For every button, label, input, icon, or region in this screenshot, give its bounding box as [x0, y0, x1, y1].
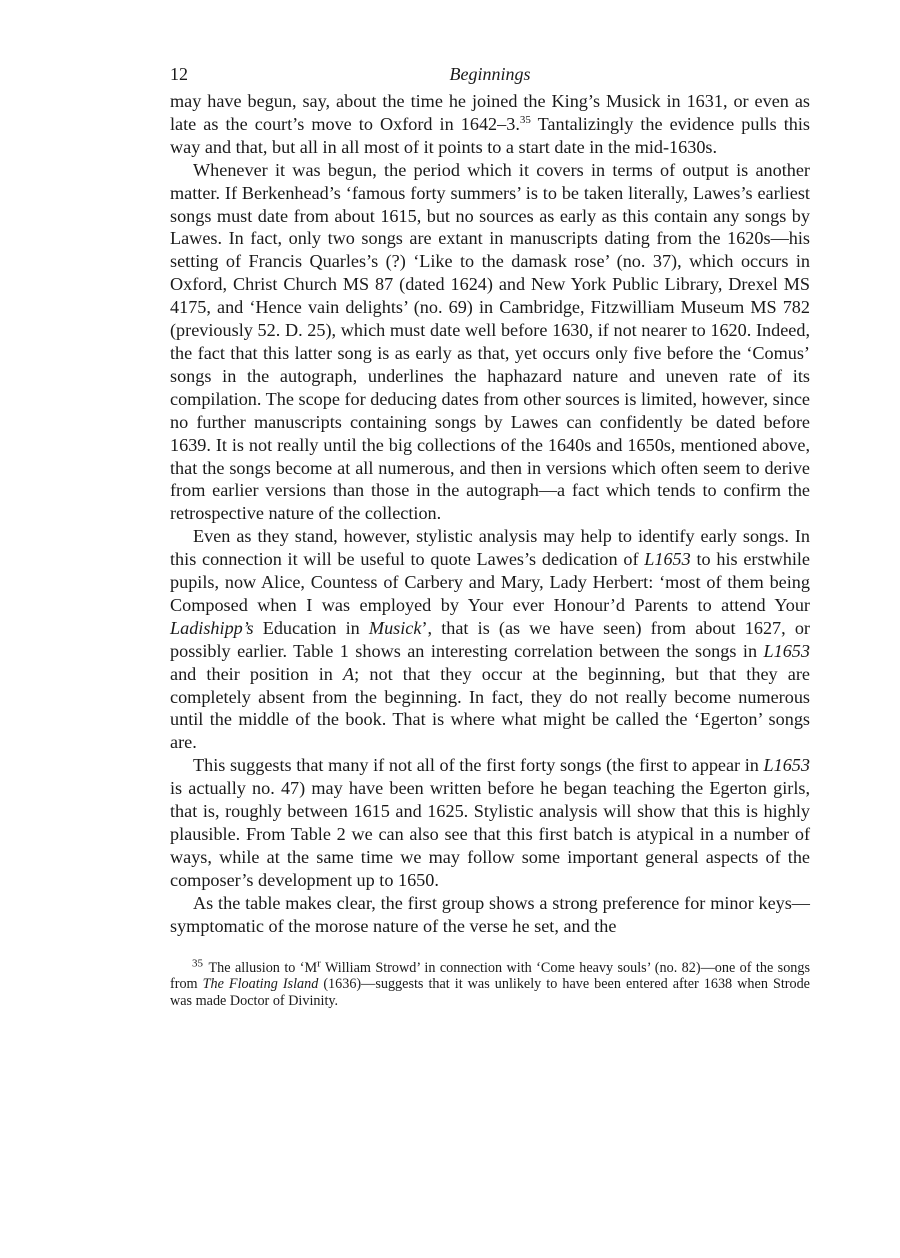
text-run: may have begun, say, about the time he joined the King’s Musick in 1631, or even as late as the court’s move to Oxford in 1642–3. — [170, 91, 810, 134]
text-run: ’, that is (as we have seen) from about 1627, or possibly earlier. Table 1 shows an interesting correlation between the songs in — [170, 617, 810, 661]
italic-text: A — [343, 663, 355, 684]
running-head: Beginnings — [449, 64, 531, 84]
paragraph — [170, 754, 810, 891]
footnote — [170, 956, 810, 1010]
text-run: ; not that they occur at the beginning, but that they are completely absent from the beginning. In fact, they do not really become numerous until the middle of the book. That is where what might be called the ‘Egerton’ songs are. — [170, 663, 810, 753]
body-text — [170, 90, 810, 938]
page — [170, 64, 810, 1009]
text-run: (1636)—suggests that it was unlikely to have been entered after 1638 when Strode was made Doctor of Divinity. — [170, 976, 810, 1009]
italic-text: L1653 — [763, 640, 810, 661]
text-run: This suggests that many if not all of the first forty songs (the first to appear in — [193, 755, 764, 776]
footnote-number: 35 — [192, 956, 209, 969]
text-run: William Strowd’ in connection with ‘Come heavy souls’ (no. 82)—one of the songs from — [170, 959, 810, 993]
italic-text: Musick — [368, 617, 422, 638]
text-run: to his erstwhile pupils, now Alice, Countess of Carbery and Mary, Lady Herbert: ‘most of them being Composed when I was employed by Your ever Honour’d Parents to attend Your — [170, 549, 810, 615]
italic-text: L1653 — [763, 755, 810, 776]
footnote-ref: 35 — [519, 113, 531, 126]
text-run: Even as they stand, however, stylistic analysis may help to identify early songs. In this connection it will be useful to quote Lawes’s dedication of — [170, 526, 810, 570]
paragraph — [170, 159, 810, 526]
italic-text: Ladishipp’s — [170, 617, 254, 638]
page-number: 12 — [170, 64, 188, 84]
text-run: The allusion to ‘M — [208, 959, 318, 976]
text-run: and their position in — [170, 663, 344, 684]
text-run: Whenever it was begun, the period which it covers in terms of output is another matter. If Berkenhead’s ‘famous forty summers’ is to be taken literally, Lawes’s earliest songs must date from about 1615, but no sources as early as this contain any songs by Lawes. In fact, only two songs are extant in manuscripts dating from the 1620s—his setting of Francis Quarles’s (?) ‘Like to the damask rose’ (no. 37), which occurs in Oxford, Christ Church MS 87 (dated 1624) and New York Public Library, Drexel MS 4175, and ‘Hence vain delights’ (no. 69) in Cambridge, Fitzwilliam Museum MS 782 (previously 52. D. 25), which must date well before 1630, if not nearer to 1620. Indeed, the fact that this latter song is as early as that, yet occurs only five before the ‘Comus’ songs in the autograph, underlines the haphazard nature and uneven rate of its compilation. The scope for deducing dates from other sources is limited, however, since no further manuscripts containing songs by Lawes can confidently be dated before 1639. It is not really until the big collections of the 1640s and 1650s, mentioned above, that the songs become at all numerous, and then in versions which often seem to derive from earlier versions than those in the autograph—a fact which tends to confirm the retrospective nature of the collection. — [170, 159, 810, 524]
paragraph — [170, 90, 810, 159]
page-header — [170, 64, 810, 90]
italic-text: The Floating Island — [202, 976, 319, 993]
footnote-ref: r — [317, 956, 321, 969]
text-run: Education in — [253, 617, 369, 638]
paragraph — [170, 892, 810, 938]
text-run: is actually no. 47) may have been written before he began teaching the Egerton girls, that is, roughly between 1615 and 1625. Stylistic analysis will show that this is highly plausible. From Table 2 we can also see that this first batch is atypical in a number of ways, while at the same time we may follow some important general aspects of the composer’s development up to 1650. — [170, 778, 810, 890]
paragraph — [170, 525, 810, 754]
text-run: Tantalizingly the evidence pulls this way and that, but all in all most of it points to a start date in the mid-1630s. — [170, 113, 810, 157]
italic-text: L1653 — [644, 549, 691, 570]
text-run: As the table makes clear, the first group shows a strong preference for minor keys—symptomatic of the morose nature of the verse he set, and the — [170, 892, 810, 936]
